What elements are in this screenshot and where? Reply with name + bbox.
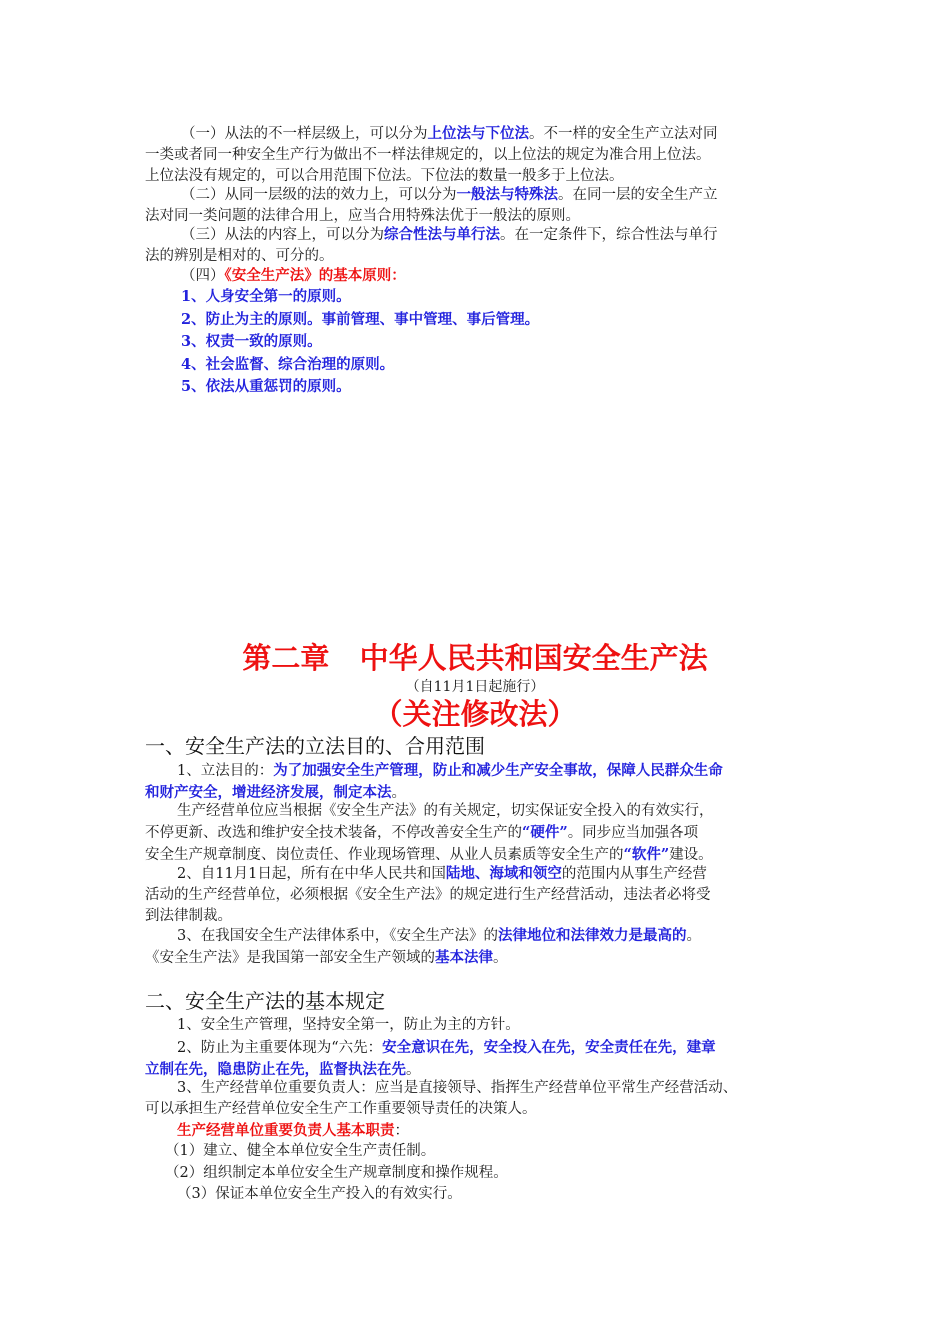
text: 不停更新、改选和维护安全技术装备，不停改善安全生产的 [145,825,522,841]
highlight-term: 上位法与下位法 [427,125,529,142]
list-item: （1）建立、健全本单位安全生产责任制。 [165,1143,436,1159]
highlight-term: 陆地、海域和领空 [445,865,562,882]
text: 的范围内从事生产经营 [561,866,707,882]
text: 建设。 [669,847,713,863]
list-item: （2）组织制定本单位安全生产规章制度和操作规程。 [165,1164,508,1181]
paragraph-purpose [145,760,825,804]
text: 3、在我国安全生产法律体系中，《安全生产法》的 [177,928,498,944]
highlight-term: 法律地位和法律效力是最高的 [497,927,687,944]
highlight-text: 安全意识在先，安全投入在先，安全责任在先，建章 [382,1039,716,1056]
text-line: 法对同一类问题的法律合用上，应当合用特殊法优于一般法的原则。 [145,208,580,224]
chapter-title: 第二章 中华人民共和国安全生产法 [242,641,708,675]
text-line: 可以承担生产经营单位安全生产工作重要领导责任的决策人。 [145,1101,537,1117]
paragraph-six-first [145,1037,825,1081]
text: 。 [391,785,406,801]
duties-title: 生产经营单位重要负责人基本职责 [177,1122,395,1139]
text: 。不一样的安全生产立法对同 [529,126,718,142]
text: 《安全生产法》是我国第一部安全生产领域的 [145,950,435,966]
text: （四） [181,268,225,284]
text: 。在同一层的安全生产立 [558,187,718,203]
text-line: 生产经营单位应当根据《安全生产法》的有关规定，切实保证安全投入的有效实行， [177,803,714,819]
duties-list [165,1141,815,1206]
text-line: 一类或者同一种安全生产行为做出不一样法律规定的，以上位法的规定为准合用上位法。 [145,147,711,163]
principles-list [181,286,821,399]
text-line: 活动的生产经营单位，必须根据《安全生产法》的规定进行生产经营活动，违法者必将受 [145,887,711,903]
text: 2、防止为主重要体现为“六先： [177,1040,383,1056]
paragraph-principles-heading [181,265,821,287]
text: 2、自11月1日起，所有在中华人民共和国 [177,866,446,882]
duties-heading [177,1120,817,1142]
text: 。 [406,1062,421,1078]
text: 安全生产规章制度、岗位责任、作业现场管理、从业人员素质等安全生产的 [145,847,624,863]
paragraph-responsible-person [145,1078,835,1120]
paragraph-content [145,224,825,267]
paragraph-scope [145,863,825,927]
paragraph-status [145,925,825,969]
highlight-text: 立制在先，隐患防止在先，监督执法在先 [145,1061,406,1078]
text: ： [394,1123,409,1139]
list-item: （3）保证本单位安全生产投入的有效实行。 [177,1186,462,1202]
text-line: 法的辨别是相对的、可分的。 [145,248,334,264]
text: 1、立法目的： [177,763,274,779]
text: 。在一定条件下，综合性法与单行 [500,227,718,243]
list-item: 4、社会监督、综合治理的原则。 [181,355,395,373]
highlight-term: “软件” [623,846,670,863]
list-item: 1、人身安全第一的原则。 [181,288,351,305]
paragraph-hierarchy [145,123,825,187]
list-item: 5、依法从重惩罚的原则。 [181,378,351,395]
paragraph-policy: 1、安全生产管理，坚持安全第一，防止为主的方针。 [177,1017,520,1033]
highlight-term: “硬件” [522,824,568,841]
list-item: 3、权责一致的原则。 [181,333,322,350]
text-line: 到法律制裁。 [145,908,232,924]
list-item: 2、防止为主的原则。事前管理、事中管理、事后管理。 [181,310,540,328]
highlight-term: 基本法律 [435,949,493,966]
highlight-text: 为了加强安全生产管理，防止和减少生产安全事故，保障人民群众生命 [273,762,723,779]
highlight-term: 一般法与特殊法 [456,186,558,203]
text: 。 [493,950,508,966]
text: 。同步应当加强各项 [567,825,699,841]
chapter-subtitle: （自11月1日起施行） [405,679,545,695]
highlight-term: 综合性法与单行法 [384,226,500,243]
text: （二）从同一层级的法的效力上，可以分为 [181,187,457,203]
section-heading-2: 二、安全生产法的基本规定 [145,989,385,1013]
principles-title: 《安全生产法》的基本原则： [224,267,406,284]
highlight-text: 和财产安全，增进经济发展，制定本法 [145,784,392,801]
paragraph-investment [145,801,825,866]
text-line: 上位法没有规定的，可以合用范围下位法。下位法的数量一般多于上位法。 [145,168,624,184]
text: （三）从法的内容上，可以分为 [181,227,384,243]
text: （一）从法的不一样层级上，可以分为 [181,126,428,142]
text-line: 3、生产经营单位重要负责人：应当是直接领导、指挥生产经营单位平常生产经营活动、 [177,1080,738,1096]
paragraph-effect [145,184,825,227]
section-heading-1: 一、安全生产法的立法目的、合用范围 [145,734,485,758]
chapter-note: （关注修改法） [373,697,577,731]
text: 。 [686,928,701,944]
